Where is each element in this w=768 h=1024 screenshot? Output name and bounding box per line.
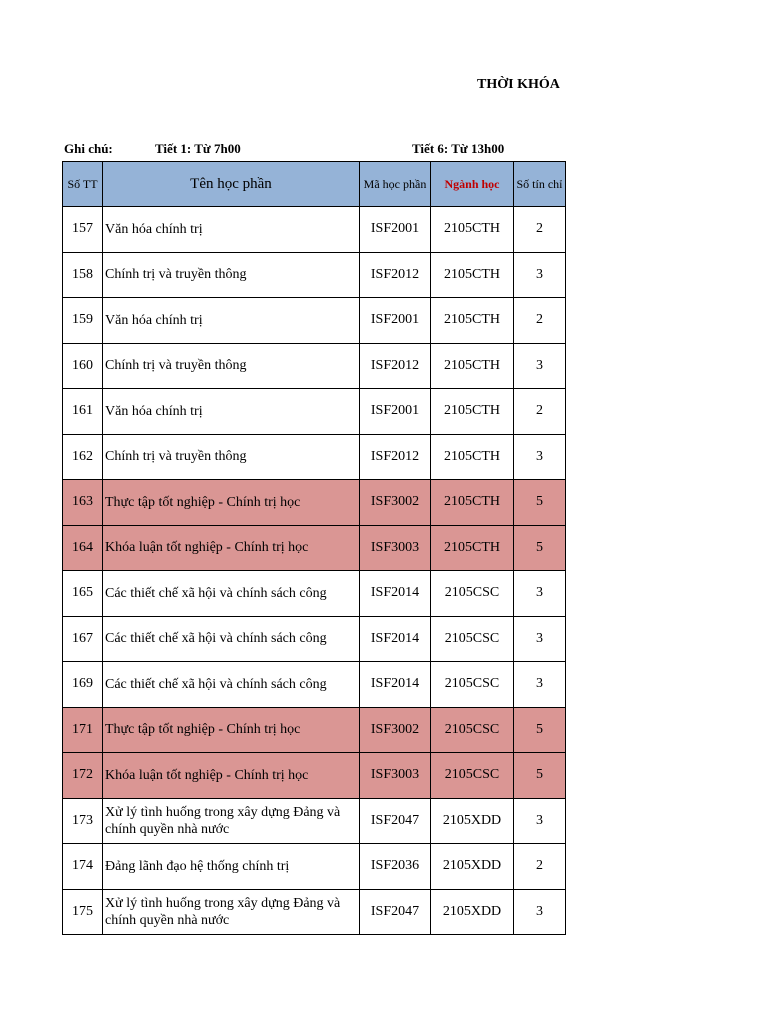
table-header-row xyxy=(63,162,566,207)
cell-stt: 162 xyxy=(63,434,103,480)
cell-course-name: Khóa luận tốt nghiệp - Chính trị học xyxy=(103,753,360,799)
cell-course-name: Các thiết chế xã hội và chính sách công xyxy=(103,616,360,662)
cell-major: 2105XDD xyxy=(431,798,514,844)
page-title: THỜI KHÓA xyxy=(477,77,560,92)
table-row xyxy=(63,525,566,571)
cell-major: 2105CTH xyxy=(431,480,514,526)
table-row xyxy=(63,798,566,844)
cell-course-name: Chính trị và truyền thông xyxy=(103,434,360,480)
cell-credits: 5 xyxy=(514,753,566,799)
cell-stt: 172 xyxy=(63,753,103,799)
cell-course-code: ISF2001 xyxy=(360,207,431,253)
table-row xyxy=(63,389,566,435)
cell-course-name: Thực tập tốt nghiệp - Chính trị học xyxy=(103,707,360,753)
cell-credits: 3 xyxy=(514,662,566,708)
cell-major: 2105CTH xyxy=(431,343,514,389)
cell-stt: 161 xyxy=(63,389,103,435)
cell-credits: 3 xyxy=(514,889,566,935)
table-row xyxy=(63,207,566,253)
cell-stt: 171 xyxy=(63,707,103,753)
cell-credits: 5 xyxy=(514,525,566,571)
cell-major: 2105CSC xyxy=(431,753,514,799)
cell-course-code: ISF2001 xyxy=(360,389,431,435)
cell-credits: 5 xyxy=(514,480,566,526)
cell-credits: 3 xyxy=(514,343,566,389)
cell-course-code: ISF2012 xyxy=(360,343,431,389)
cell-stt: 164 xyxy=(63,525,103,571)
cell-course-code: ISF3002 xyxy=(360,480,431,526)
cell-course-name: Xử lý tình huống trong xây dựng Đảng và chính quyền nhà nước xyxy=(103,889,360,935)
cell-course-code: ISF2014 xyxy=(360,571,431,617)
cell-major: 2105CSC xyxy=(431,707,514,753)
cell-credits: 2 xyxy=(514,207,566,253)
table-row xyxy=(63,480,566,526)
header-course-code: Mã học phần xyxy=(360,162,431,207)
cell-course-name: Các thiết chế xã hội và chính sách công xyxy=(103,662,360,708)
cell-credits: 3 xyxy=(514,571,566,617)
cell-major: 2105CSC xyxy=(431,662,514,708)
note-label: Ghi chú: xyxy=(64,141,113,156)
header-credits: Số tín chỉ xyxy=(514,162,566,207)
cell-course-code: ISF2047 xyxy=(360,889,431,935)
cell-major: 2105CSC xyxy=(431,571,514,617)
table-body xyxy=(63,207,566,935)
cell-major: 2105CTH xyxy=(431,525,514,571)
cell-major: 2105CTH xyxy=(431,252,514,298)
header-major: Ngành học xyxy=(431,162,514,207)
cell-major: 2105CTH xyxy=(431,389,514,435)
table-row xyxy=(63,753,566,799)
cell-course-name: Đảng lãnh đạo hệ thống chính trị xyxy=(103,844,360,890)
cell-course-code: ISF2012 xyxy=(360,434,431,480)
cell-major: 2105CSC xyxy=(431,616,514,662)
table-row xyxy=(63,662,566,708)
cell-stt: 173 xyxy=(63,798,103,844)
cell-credits: 3 xyxy=(514,616,566,662)
cell-course-code: ISF3002 xyxy=(360,707,431,753)
cell-stt: 175 xyxy=(63,889,103,935)
cell-major: 2105CTH xyxy=(431,434,514,480)
cell-stt: 157 xyxy=(63,207,103,253)
cell-credits: 3 xyxy=(514,798,566,844)
cell-credits: 3 xyxy=(514,252,566,298)
cell-stt: 174 xyxy=(63,844,103,890)
cell-course-code: ISF2014 xyxy=(360,662,431,708)
cell-stt: 167 xyxy=(63,616,103,662)
cell-course-name: Văn hóa chính trị xyxy=(103,207,360,253)
note-period-6: Tiết 6: Từ 13h00 xyxy=(412,141,505,156)
header-course-name: Tên học phần xyxy=(103,162,360,207)
table-row xyxy=(63,707,566,753)
table-row xyxy=(63,298,566,344)
cell-stt: 159 xyxy=(63,298,103,344)
table-row xyxy=(63,616,566,662)
cell-stt: 169 xyxy=(63,662,103,708)
table-row xyxy=(63,434,566,480)
table-row xyxy=(63,252,566,298)
cell-credits: 5 xyxy=(514,707,566,753)
cell-major: 2105CTH xyxy=(431,207,514,253)
cell-course-code: ISF2036 xyxy=(360,844,431,890)
cell-course-name: Văn hóa chính trị xyxy=(103,298,360,344)
table-row xyxy=(63,889,566,935)
cell-course-name: Thực tập tốt nghiệp - Chính trị học xyxy=(103,480,360,526)
cell-course-code: ISF3003 xyxy=(360,525,431,571)
table-row xyxy=(63,844,566,890)
table-row xyxy=(63,343,566,389)
cell-course-code: ISF2047 xyxy=(360,798,431,844)
cell-credits: 2 xyxy=(514,298,566,344)
cell-course-code: ISF2001 xyxy=(360,298,431,344)
cell-major: 2105XDD xyxy=(431,889,514,935)
cell-stt: 163 xyxy=(63,480,103,526)
cell-course-code: ISF3003 xyxy=(360,753,431,799)
cell-major: 2105XDD xyxy=(431,844,514,890)
cell-major: 2105CTH xyxy=(431,298,514,344)
cell-course-name: Xử lý tình huống trong xây dựng Đảng và chính quyền nhà nước xyxy=(103,798,360,844)
cell-course-name: Chính trị và truyền thông xyxy=(103,252,360,298)
cell-credits: 2 xyxy=(514,844,566,890)
cell-course-name: Các thiết chế xã hội và chính sách công xyxy=(103,571,360,617)
cell-stt: 160 xyxy=(63,343,103,389)
table-row xyxy=(63,571,566,617)
cell-course-code: ISF2014 xyxy=(360,616,431,662)
cell-credits: 3 xyxy=(514,434,566,480)
cell-credits: 2 xyxy=(514,389,566,435)
note-period-1: Tiết 1: Từ 7h00 xyxy=(155,141,241,156)
cell-stt: 158 xyxy=(63,252,103,298)
cell-course-code: ISF2012 xyxy=(360,252,431,298)
cell-course-name: Khóa luận tốt nghiệp - Chính trị học xyxy=(103,525,360,571)
schedule-table xyxy=(62,161,566,935)
cell-course-name: Văn hóa chính trị xyxy=(103,389,360,435)
header-stt: Số TT xyxy=(63,162,103,207)
cell-course-name: Chính trị và truyền thông xyxy=(103,343,360,389)
cell-stt: 165 xyxy=(63,571,103,617)
